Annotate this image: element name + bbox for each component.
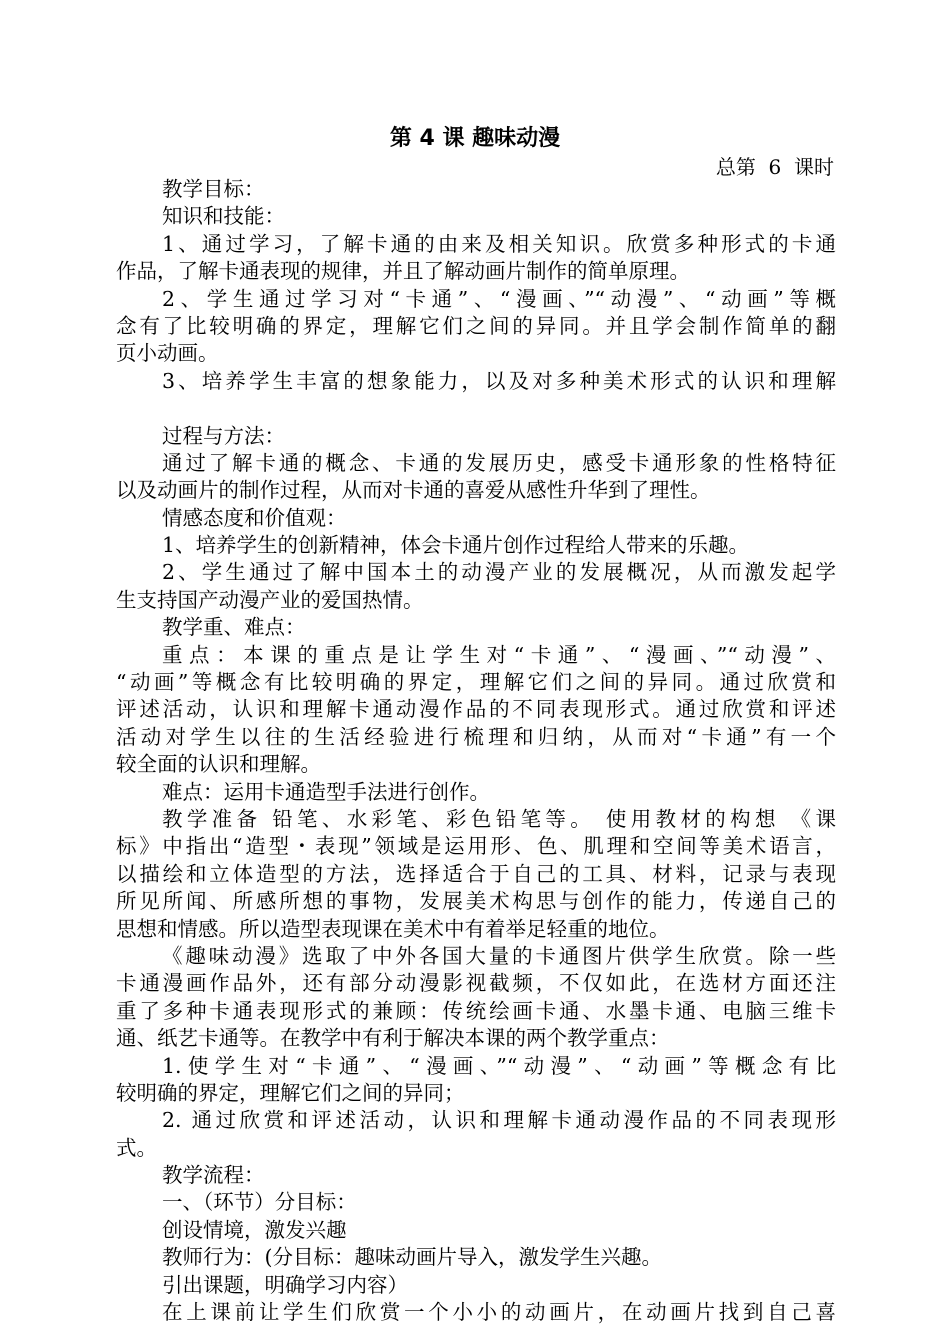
text-line: 创设情境，激发兴趣 <box>162 1217 347 1242</box>
text-line: 教学目标： <box>162 177 265 201</box>
text-line: 思想和情感。所以造型表现课在美术中有着举足轻重的地位。 <box>116 916 670 941</box>
text-line: 评述活动，认识和理解卡通动漫作品的不同表现形式。通过欣赏和评述 <box>116 697 836 722</box>
lesson-period: 总第 6 课时 <box>715 155 834 179</box>
text-line: 活动对学生以往的生活经验进行梳理和归纳，从而对“卡通”有一个 <box>116 724 836 749</box>
text-line: 生支持国产动漫产业的爱国热情。 <box>116 587 424 612</box>
text-line: 2、学生通过了解中国本土的动漫产业的发展概况，从而激发起学 <box>162 560 836 585</box>
text-line: 引出课题，明确学习内容） <box>162 1272 408 1297</box>
text-line: 教师行为：(分目标：趣味动画片导入，激发学生兴趣。 <box>162 1245 662 1270</box>
text-line: 念有了比较明确的界定，理解它们之间的异同。并且学会制作简单的翻 <box>116 313 836 338</box>
text-line: 作品，了解卡通表现的规律，并且了解动画片制作的简单原理。 <box>116 259 690 284</box>
text-line: 2、学生通过学习对“卡通”、“漫画、”“动漫”、“动画”等概 <box>162 286 836 311</box>
text-line: 1、通过学习，了解卡通的由来及相关知识。欣赏多种形式的卡通 <box>162 231 836 256</box>
text-line: “动画”等概念有比较明确的界定，理解它们之间的异同。通过欣赏和 <box>116 670 836 695</box>
text-line: 卡通漫画作品外，还有部分动漫影视截频，不仅如此，在选材方面还注 <box>116 971 836 996</box>
text-line: 通、纸艺卡通等。在教学中有利于解决本课的两个教学重点： <box>116 1026 670 1051</box>
text-line: 以描绘和立体造型的方法，选择适合于自己的工具、材料，记录与表现 <box>116 861 836 886</box>
text-line: 一、（环节）分目标： <box>162 1190 357 1215</box>
text-line: 较全面的认识和理解。 <box>116 752 321 777</box>
document-body <box>116 176 836 1326</box>
text-line: 在上课前让学生们欣赏一个小小的动画片，在动画片找到自己喜 <box>162 1300 836 1325</box>
blank-line <box>116 395 836 422</box>
text-line: 教学准备 铅笔、水彩笔、彩色铅笔等。 使用教材的构想 《课 <box>162 806 836 831</box>
text-line: 以及动画片的制作过程，从而对卡通的喜爱从感性升华到了理性。 <box>116 478 711 503</box>
text-line: 1、培养学生的创新精神，体会卡通片创作过程给人带来的乐趣。 <box>162 533 750 558</box>
text-line: 教学流程： <box>162 1163 265 1188</box>
text-line: 重了多种卡通表现形式的兼顾：传统绘画卡通、水墨卡通、电脑三维卡 <box>116 998 836 1023</box>
text-line: 标》中指出“造型・表现”领域是运用形、色、肌理和空间等美术语言， <box>116 834 836 859</box>
text-line: 式。 <box>116 1135 157 1160</box>
lesson-title: 第 4 课 趣味动漫 <box>389 126 561 151</box>
text-line: 3、培养学生丰富的想象能力，以及对多种美术形式的认识和理解 <box>162 368 836 393</box>
text-line: 教学重、难点： <box>162 615 306 640</box>
text-line: 难点：运用卡通造型手法进行创作。 <box>162 779 490 804</box>
text-line: 过程与方法： <box>162 423 285 448</box>
text-line: 所见所闻、所感所想的事物，发展美术构思与创作的能力，传递自己的 <box>116 889 836 914</box>
text-line: 情感态度和价值观： <box>162 505 347 530</box>
text-line: 《趣味动漫》选取了中外各国大量的卡通图片供学生欣赏。除一些 <box>162 943 836 968</box>
text-line: 通过了解卡通的概念、卡通的发展历史，感受卡通形象的性格特征 <box>162 450 836 475</box>
text-line: 知识和技能： <box>162 204 285 229</box>
text-line: 重点：本课的重点是让学生对“卡通”、“漫画、”“动漫”、 <box>162 642 836 667</box>
text-line: 1.使学生对“卡通”、“漫画、”“动漫”、“动画”等概念有比 <box>162 1053 836 1078</box>
text-line: 2. 通过欣赏和评述活动，认识和理解卡通动漫作品的不同表现形 <box>162 1108 836 1133</box>
text-line: 页小动画。 <box>116 341 219 366</box>
text-line: 较明确的界定，理解它们之间的异同； <box>116 1080 465 1105</box>
